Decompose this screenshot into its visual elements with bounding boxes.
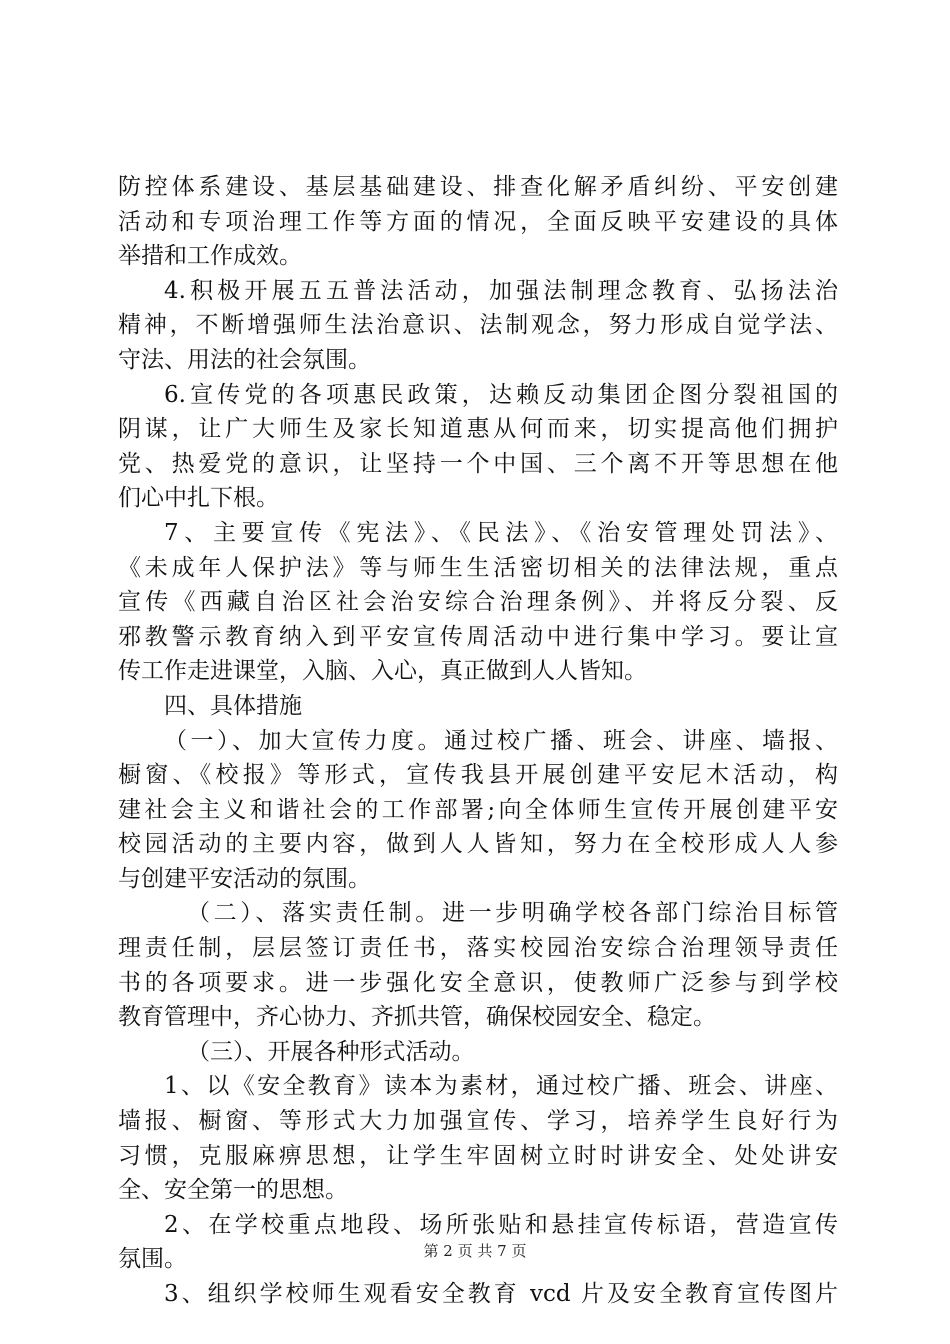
- text-line: 精神，不断增强师生法治意识、法制观念，努力形成自觉学法、: [118, 312, 838, 339]
- text-line: 们心中扎下根。: [118, 485, 279, 512]
- text-line: （二）、落实责任制。进一步明确学校各部门综治目标管: [187, 900, 838, 927]
- text-line: 理责任制，层层签订责任书，落实校园治安综合治理领导责任: [118, 935, 838, 962]
- document-body: [118, 170, 838, 1312]
- text-line: 党、热爱党的意识，让坚持一个中国、三个离不开等思想在他: [118, 450, 838, 477]
- text-line: 习惯，克服麻痹思想，让学生牢固树立时时讲安全、处处讲安: [118, 1142, 838, 1169]
- text-line: （一）、加大宣传力度。通过校广播、班会、讲座、墙报、: [164, 727, 838, 754]
- text-line: 7、主要宣传《宪法》、《民法》、《治安管理处罚法》、: [164, 519, 838, 546]
- text-line: 墙报、橱窗、等形式大力加强宣传、学习，培养学生良好行为: [118, 1108, 838, 1135]
- text-line: 教育管理中，齐心协力、齐抓共管，确保校园安全、稳定。: [118, 1004, 716, 1031]
- text-line: 活动和专项治理工作等方面的情况，全面反映平安建设的具体: [118, 208, 838, 235]
- text-line: 防控体系建设、基层基础建设、排查化解矛盾纠纷、平安创建: [118, 174, 838, 200]
- text-line: 《未成年人保护法》等与师生生活密切相关的法律法规，重点: [118, 554, 838, 581]
- text-line: 2、在学校重点地段、场所张贴和悬挂宣传标语，营造宣传: [164, 1211, 838, 1238]
- text-line: 举措和工作成效。: [118, 243, 302, 270]
- text-line: 阴谋，让广大师生及家长知道惠从何而来，切实提高他们拥护: [118, 416, 838, 443]
- text-line: 橱窗、《校报》等形式，宣传我县开展创建平安尼木活动，构: [118, 762, 838, 789]
- page-footer: 第 2 页 共 7 页: [423, 1242, 527, 1260]
- text-line: 1、以《安全教育》读本为素材，通过校广播、班会、讲座、: [164, 1073, 838, 1100]
- text-line: 与创建平安活动的氛围。: [118, 865, 371, 892]
- text-line: 邪教警示教育纳入到平安宣传周活动中进行集中学习。要让宣: [118, 623, 838, 650]
- text-line: 氛围。: [118, 1246, 187, 1273]
- text-line: （三）、开展各种形式活动。: [187, 1038, 475, 1065]
- text-line: 校园活动的主要内容，做到人人皆知，努力在全校形成人人参: [118, 831, 838, 858]
- text-line: 全、安全第一的思想。: [118, 1177, 348, 1204]
- text-line: 传工作走进课堂，入脑、入心，真正做到人人皆知。: [118, 658, 647, 685]
- text-line: 守法、用法的社会氛围。: [118, 346, 371, 373]
- text-line: 宣传《西藏自治区社会治安综合治理条例》、并将反分裂、反: [118, 589, 838, 616]
- text-line: 书的各项要求。进一步强化安全意识，使教师广泛参与到学校: [118, 969, 838, 996]
- text-line: 四、具体措施: [164, 692, 302, 719]
- text-line: 4.积极开展五五普法活动，加强法制理念教育、弘扬法治: [164, 277, 838, 304]
- text-line: 3、组织学校师生观看安全教育 vcd 片及安全教育宣传图片: [164, 1281, 838, 1307]
- text-line: 建社会主义和谐社会的工作部署;向全体师生宣传开展创建平安: [118, 796, 838, 823]
- text-line: 6.宣传党的各项惠民政策，达赖反动集团企图分裂祖国的: [164, 381, 838, 408]
